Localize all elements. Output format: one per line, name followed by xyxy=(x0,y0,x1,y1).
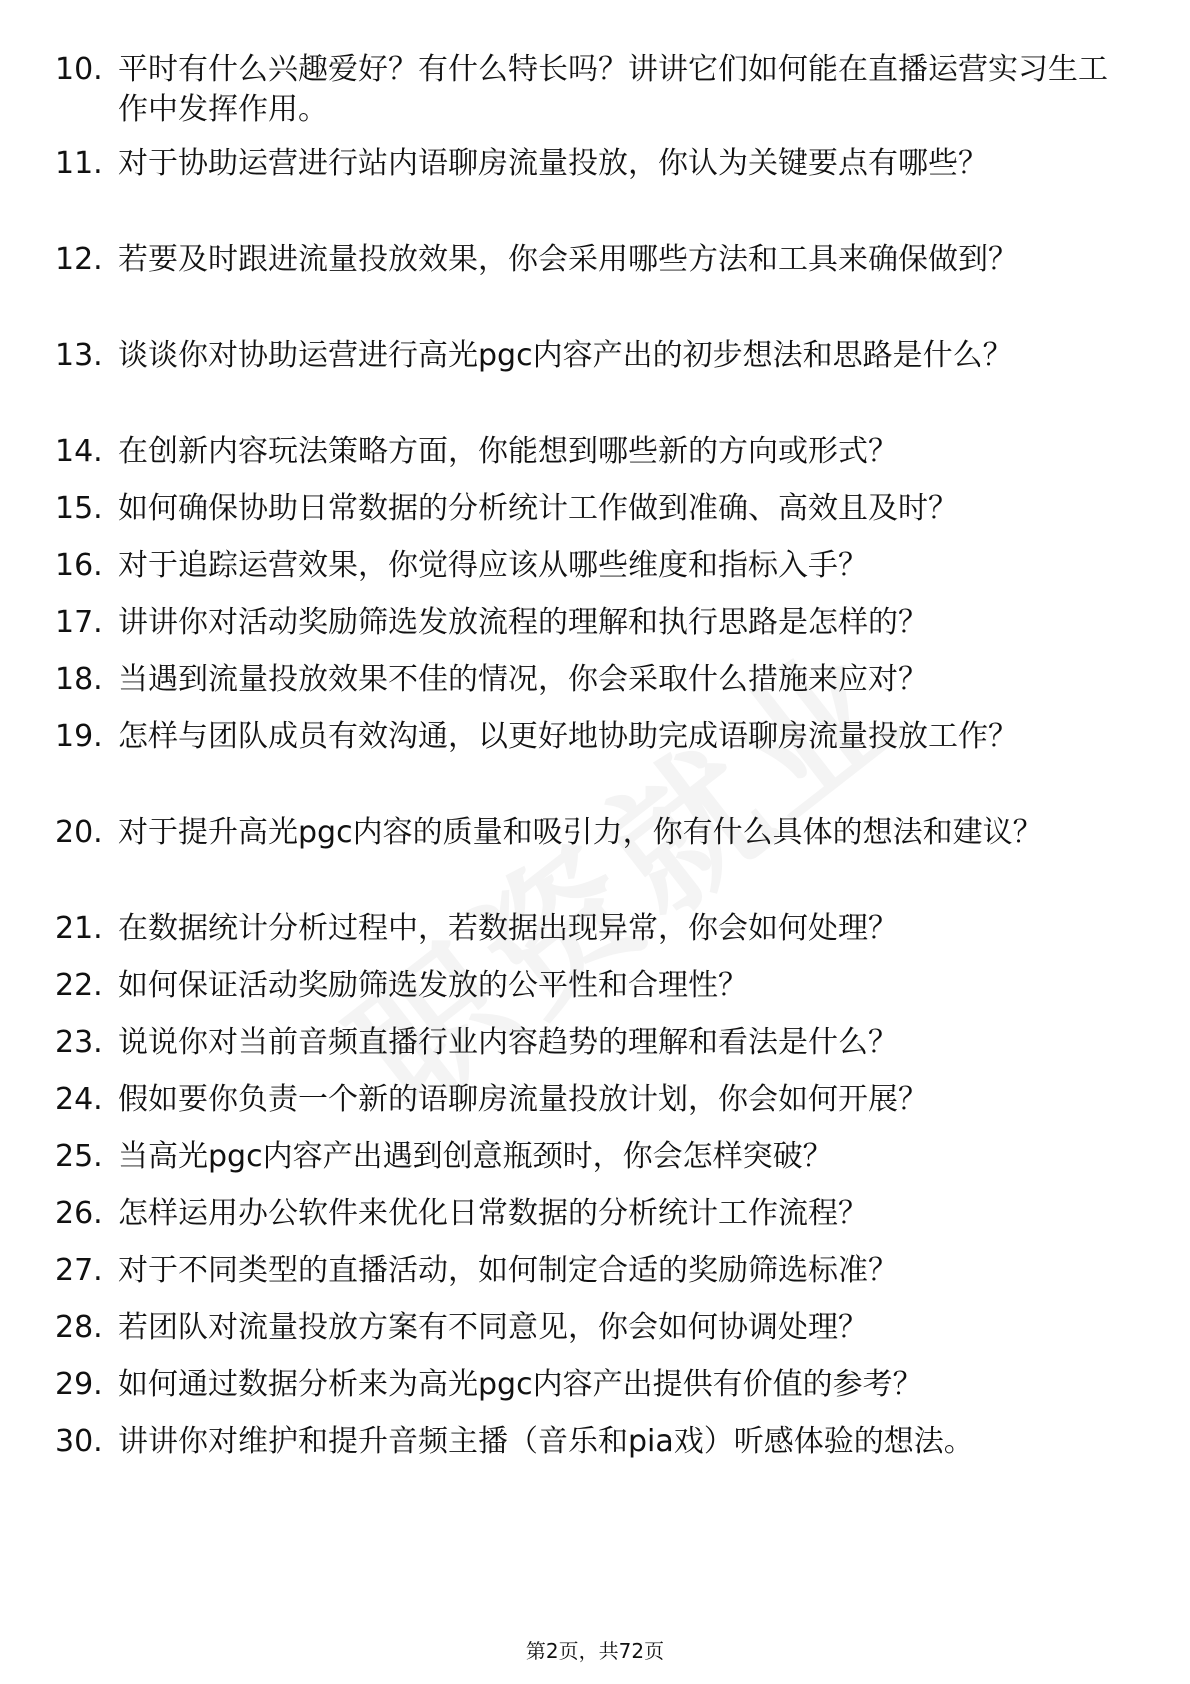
question-number: 27. xyxy=(55,1253,103,1288)
question-text: 若要及时跟进流量投放效果，你会采用哪些方法和工具来确保做到？ xyxy=(118,242,1018,277)
question-number: 18. xyxy=(55,662,103,697)
question-number: 26. xyxy=(55,1196,103,1231)
question-number: 16. xyxy=(55,548,103,583)
question-text: 如何通过数据分析来为高光pgc内容产出提供有价值的参考？ xyxy=(118,1367,923,1402)
question-number: 15. xyxy=(55,491,103,526)
question-number: 23. xyxy=(55,1025,103,1060)
question-number: 24. xyxy=(55,1082,103,1117)
question-text: 平时有什么兴趣爱好？有什么特长吗？讲讲它们如何能在直播运营实习生工作中发挥作用。 xyxy=(118,52,1108,127)
question-text: 谈谈你对协助运营进行高光pgc内容产出的初步想法和思路是什么？ xyxy=(118,338,1013,373)
question-number: 17. xyxy=(55,605,103,640)
question-number: 21. xyxy=(55,911,103,946)
question-number: 10. xyxy=(55,52,103,87)
question-text: 若团队对流量投放方案有不同意见，你会如何协调处理？ xyxy=(118,1310,868,1345)
question-text: 对于协助运营进行站内语聊房流量投放，你认为关键要点有哪些？ xyxy=(118,146,988,181)
question-text: 当高光pgc内容产出遇到创意瓶颈时，你会怎样突破？ xyxy=(118,1139,833,1174)
question-number: 20. xyxy=(55,815,103,850)
question-text: 讲讲你对活动奖励筛选发放流程的理解和执行思路是怎样的？ xyxy=(118,605,928,640)
question-text: 怎样运用办公软件来优化日常数据的分析统计工作流程？ xyxy=(118,1196,868,1231)
question-text: 对于不同类型的直播活动，如何制定合适的奖励筛选标准？ xyxy=(118,1253,898,1288)
watermark xyxy=(278,567,963,1168)
question-text: 说说你对当前音频直播行业内容趋势的理解和看法是什么？ xyxy=(118,1025,898,1060)
question-number: 12. xyxy=(55,242,103,277)
question-number: 28. xyxy=(55,1310,103,1345)
question-text: 对于提升高光pgc内容的质量和吸引力，你有什么具体的想法和建议？ xyxy=(118,815,1043,850)
question-number: 19. xyxy=(55,719,103,754)
question-number: 25. xyxy=(55,1139,103,1174)
page-number: 第2页，共72页 xyxy=(525,1639,665,1663)
question-text: 假如要你负责一个新的语聊房流量投放计划，你会如何开展？ xyxy=(118,1082,928,1117)
question-number: 29. xyxy=(55,1367,103,1402)
question-text: 对于追踪运营效果，你觉得应该从哪些维度和指标入手？ xyxy=(118,548,868,583)
question-text: 在创新内容玩法策略方面，你能想到哪些新的方向或形式？ xyxy=(118,434,898,469)
question-number: 22. xyxy=(55,968,103,1003)
question-number: 11. xyxy=(55,146,103,181)
question-text: 讲讲你对维护和提升音频主播（音乐和pia戏）听感体验的想法。 xyxy=(118,1424,974,1459)
question-number: 30. xyxy=(55,1424,103,1459)
question-number: 14. xyxy=(55,434,103,469)
question-text: 怎样与团队成员有效沟通，以更好地协助完成语聊房流量投放工作？ xyxy=(118,719,1018,754)
question-text: 在数据统计分析过程中，若数据出现异常，你会如何处理？ xyxy=(118,911,898,946)
question-text: 当遇到流量投放效果不佳的情况，你会采取什么措施来应对？ xyxy=(118,662,928,697)
question-number: 13. xyxy=(55,338,103,373)
question-text: 如何确保协助日常数据的分析统计工作做到准确、高效且及时？ xyxy=(118,491,958,526)
question-text: 如何保证活动奖励筛选发放的公平性和合理性？ xyxy=(118,968,748,1003)
